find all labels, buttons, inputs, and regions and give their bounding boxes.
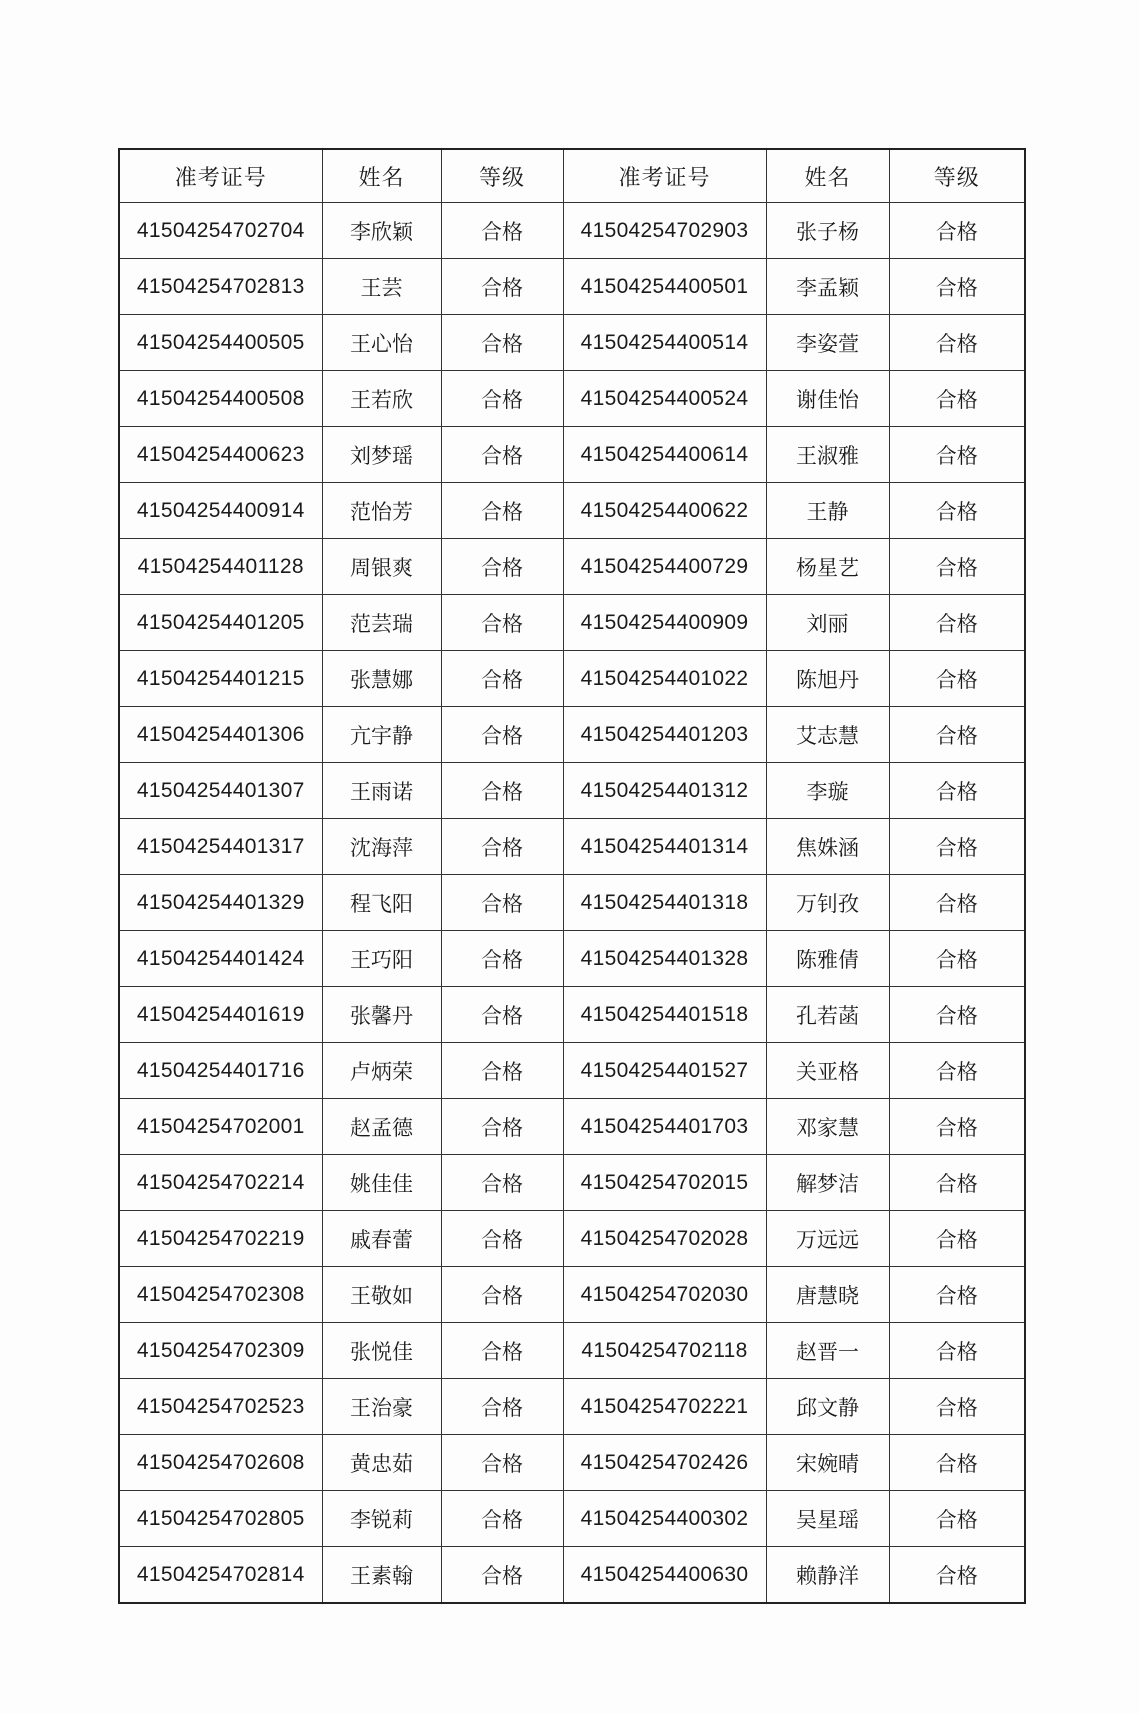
cell-exam-id-right: 41504254401312 [563, 763, 766, 819]
cell-grade-right: 合格 [889, 1099, 1025, 1155]
cell-grade-left: 合格 [441, 1435, 563, 1491]
table-body [119, 203, 1025, 1604]
cell-name-left: 王治豪 [322, 1379, 441, 1435]
cell-exam-id-right: 41504254702903 [563, 203, 766, 259]
cell-grade-right: 合格 [889, 819, 1025, 875]
cell-exam-id-right: 41504254702030 [563, 1267, 766, 1323]
cell-grade-left: 合格 [441, 1155, 563, 1211]
cell-exam-id-right: 41504254401314 [563, 819, 766, 875]
table-row [119, 315, 1025, 371]
cell-grade-right: 合格 [889, 595, 1025, 651]
table-row [119, 259, 1025, 315]
cell-grade-left: 合格 [441, 651, 563, 707]
cell-name-left: 王雨诺 [322, 763, 441, 819]
cell-grade-left: 合格 [441, 315, 563, 371]
table-row [119, 1323, 1025, 1379]
cell-grade-right: 合格 [889, 203, 1025, 259]
cell-exam-id-right: 41504254702426 [563, 1435, 766, 1491]
cell-grade-left: 合格 [441, 875, 563, 931]
cell-name-left: 王芸 [322, 259, 441, 315]
cell-grade-right: 合格 [889, 1211, 1025, 1267]
cell-exam-id-left: 41504254400508 [119, 371, 322, 427]
table-row [119, 595, 1025, 651]
cell-exam-id-right: 41504254400622 [563, 483, 766, 539]
cell-grade-left: 合格 [441, 707, 563, 763]
cell-name-right: 赖静洋 [766, 1547, 889, 1604]
cell-grade-right: 合格 [889, 1043, 1025, 1099]
cell-grade-right: 合格 [889, 483, 1025, 539]
cell-name-left: 赵孟德 [322, 1099, 441, 1155]
cell-exam-id-right: 41504254702221 [563, 1379, 766, 1435]
table-row [119, 1099, 1025, 1155]
cell-grade-left: 合格 [441, 1211, 563, 1267]
table-row [119, 651, 1025, 707]
cell-exam-id-left: 41504254702523 [119, 1379, 322, 1435]
cell-name-left: 卢炳荣 [322, 1043, 441, 1099]
cell-name-left: 程飞阳 [322, 875, 441, 931]
cell-exam-id-left: 41504254702704 [119, 203, 322, 259]
table-row [119, 483, 1025, 539]
cell-grade-right: 合格 [889, 1435, 1025, 1491]
cell-exam-id-right: 41504254702015 [563, 1155, 766, 1211]
cell-exam-id-right: 41504254400630 [563, 1547, 766, 1604]
cell-exam-id-left: 41504254401619 [119, 987, 322, 1043]
cell-name-left: 王若欣 [322, 371, 441, 427]
header-name-right: 姓名 [766, 149, 889, 203]
cell-name-right: 王淑雅 [766, 427, 889, 483]
cell-name-right: 唐慧晓 [766, 1267, 889, 1323]
cell-grade-right: 合格 [889, 1379, 1025, 1435]
header-exam-id-left: 准考证号 [119, 149, 322, 203]
cell-name-left: 沈海萍 [322, 819, 441, 875]
cell-exam-id-left: 41504254702805 [119, 1491, 322, 1547]
cell-grade-right: 合格 [889, 1547, 1025, 1604]
cell-exam-id-left: 41504254702308 [119, 1267, 322, 1323]
cell-name-right: 赵晋一 [766, 1323, 889, 1379]
table-row [119, 1435, 1025, 1491]
cell-name-left: 王素翰 [322, 1547, 441, 1604]
cell-grade-left: 合格 [441, 819, 563, 875]
cell-exam-id-right: 41504254401703 [563, 1099, 766, 1155]
cell-grade-left: 合格 [441, 1379, 563, 1435]
cell-name-right: 李姿萱 [766, 315, 889, 371]
cell-name-left: 范怡芳 [322, 483, 441, 539]
table-row [119, 427, 1025, 483]
cell-grade-left: 合格 [441, 1267, 563, 1323]
cell-name-left: 黄忠茹 [322, 1435, 441, 1491]
cell-exam-id-left: 41504254400914 [119, 483, 322, 539]
cell-grade-right: 合格 [889, 539, 1025, 595]
cell-exam-id-left: 41504254401716 [119, 1043, 322, 1099]
cell-name-right: 陈旭丹 [766, 651, 889, 707]
cell-grade-left: 合格 [441, 1491, 563, 1547]
cell-exam-id-right: 41504254400909 [563, 595, 766, 651]
cell-name-right: 王静 [766, 483, 889, 539]
cell-name-right: 万远远 [766, 1211, 889, 1267]
cell-grade-right: 合格 [889, 763, 1025, 819]
cell-exam-id-left: 41504254401215 [119, 651, 322, 707]
cell-name-right: 宋婉晴 [766, 1435, 889, 1491]
cell-grade-right: 合格 [889, 427, 1025, 483]
cell-name-left: 周银爽 [322, 539, 441, 595]
cell-exam-id-left: 41504254401307 [119, 763, 322, 819]
header-grade-right: 等级 [889, 149, 1025, 203]
table-row [119, 763, 1025, 819]
cell-name-left: 亢宇静 [322, 707, 441, 763]
cell-grade-left: 合格 [441, 1323, 563, 1379]
table-row [119, 875, 1025, 931]
header-row [119, 149, 1025, 203]
cell-exam-id-right: 41504254400614 [563, 427, 766, 483]
table-row [119, 1379, 1025, 1435]
table-row [119, 539, 1025, 595]
cell-exam-id-left: 41504254401424 [119, 931, 322, 987]
cell-grade-right: 合格 [889, 1323, 1025, 1379]
cell-exam-id-left: 41504254702309 [119, 1323, 322, 1379]
cell-name-right: 孔若菡 [766, 987, 889, 1043]
cell-exam-id-left: 41504254702814 [119, 1547, 322, 1604]
cell-name-left: 张悦佳 [322, 1323, 441, 1379]
cell-exam-id-right: 41504254400514 [563, 315, 766, 371]
cell-name-right: 李孟颖 [766, 259, 889, 315]
table-row [119, 819, 1025, 875]
cell-name-right: 李璇 [766, 763, 889, 819]
cell-name-left: 王敬如 [322, 1267, 441, 1323]
cell-exam-id-right: 41504254401518 [563, 987, 766, 1043]
table-row [119, 931, 1025, 987]
cell-grade-left: 合格 [441, 987, 563, 1043]
cell-exam-id-left: 41504254401205 [119, 595, 322, 651]
cell-name-left: 张慧娜 [322, 651, 441, 707]
cell-name-left: 戚春蕾 [322, 1211, 441, 1267]
cell-name-left: 范芸瑞 [322, 595, 441, 651]
cell-exam-id-left: 41504254702813 [119, 259, 322, 315]
cell-name-right: 谢佳怡 [766, 371, 889, 427]
cell-name-left: 姚佳佳 [322, 1155, 441, 1211]
cell-grade-left: 合格 [441, 371, 563, 427]
table-row [119, 707, 1025, 763]
cell-name-right: 陈雅倩 [766, 931, 889, 987]
cell-name-right: 张子杨 [766, 203, 889, 259]
cell-exam-id-left: 41504254401128 [119, 539, 322, 595]
cell-grade-right: 合格 [889, 1155, 1025, 1211]
cell-exam-id-right: 41504254400524 [563, 371, 766, 427]
header-grade-left: 等级 [441, 149, 563, 203]
cell-grade-left: 合格 [441, 1547, 563, 1604]
cell-exam-id-left: 41504254702001 [119, 1099, 322, 1155]
cell-exam-id-left: 41504254401329 [119, 875, 322, 931]
table-row [119, 1547, 1025, 1604]
cell-exam-id-right: 41504254702118 [563, 1323, 766, 1379]
cell-name-right: 邱文静 [766, 1379, 889, 1435]
cell-name-right: 艾志慧 [766, 707, 889, 763]
cell-exam-id-right: 41504254400501 [563, 259, 766, 315]
cell-grade-right: 合格 [889, 707, 1025, 763]
cell-name-left: 张馨丹 [322, 987, 441, 1043]
table-row [119, 1043, 1025, 1099]
table-row [119, 1211, 1025, 1267]
cell-name-right: 杨星艺 [766, 539, 889, 595]
cell-grade-right: 合格 [889, 259, 1025, 315]
cell-exam-id-left: 41504254401317 [119, 819, 322, 875]
cell-exam-id-right: 41504254400729 [563, 539, 766, 595]
table-row [119, 1155, 1025, 1211]
cell-name-left: 李欣颖 [322, 203, 441, 259]
table-row [119, 203, 1025, 259]
header-exam-id-right: 准考证号 [563, 149, 766, 203]
cell-exam-id-right: 41504254400302 [563, 1491, 766, 1547]
cell-name-left: 王巧阳 [322, 931, 441, 987]
cell-exam-id-left: 41504254400505 [119, 315, 322, 371]
cell-exam-id-right: 41504254401318 [563, 875, 766, 931]
cell-exam-id-right: 41504254401328 [563, 931, 766, 987]
cell-exam-id-right: 41504254702028 [563, 1211, 766, 1267]
exam-results-table [118, 148, 1026, 1604]
cell-exam-id-right: 41504254401022 [563, 651, 766, 707]
header-name-left: 姓名 [322, 149, 441, 203]
cell-grade-right: 合格 [889, 987, 1025, 1043]
cell-grade-right: 合格 [889, 651, 1025, 707]
cell-name-left: 李锐莉 [322, 1491, 441, 1547]
cell-grade-left: 合格 [441, 1099, 563, 1155]
cell-grade-right: 合格 [889, 315, 1025, 371]
cell-grade-left: 合格 [441, 483, 563, 539]
cell-name-right: 关亚格 [766, 1043, 889, 1099]
cell-name-left: 刘梦瑶 [322, 427, 441, 483]
cell-grade-left: 合格 [441, 763, 563, 819]
cell-exam-id-right: 41504254401527 [563, 1043, 766, 1099]
cell-grade-right: 合格 [889, 1267, 1025, 1323]
cell-grade-right: 合格 [889, 875, 1025, 931]
cell-exam-id-left: 41504254400623 [119, 427, 322, 483]
cell-name-right: 邓家慧 [766, 1099, 889, 1155]
cell-exam-id-left: 41504254702219 [119, 1211, 322, 1267]
cell-name-right: 刘丽 [766, 595, 889, 651]
cell-name-right: 万钊孜 [766, 875, 889, 931]
cell-name-right: 吴星瑶 [766, 1491, 889, 1547]
cell-name-right: 焦姝涵 [766, 819, 889, 875]
cell-exam-id-left: 41504254702214 [119, 1155, 322, 1211]
cell-grade-left: 合格 [441, 427, 563, 483]
cell-grade-left: 合格 [441, 259, 563, 315]
cell-grade-left: 合格 [441, 539, 563, 595]
cell-exam-id-left: 41504254702608 [119, 1435, 322, 1491]
table-row [119, 371, 1025, 427]
table-row [119, 1491, 1025, 1547]
table-row [119, 1267, 1025, 1323]
cell-grade-left: 合格 [441, 931, 563, 987]
cell-grade-right: 合格 [889, 1491, 1025, 1547]
cell-grade-left: 合格 [441, 203, 563, 259]
cell-name-left: 王心怡 [322, 315, 441, 371]
table-row [119, 987, 1025, 1043]
cell-name-right: 解梦洁 [766, 1155, 889, 1211]
table-header [119, 149, 1025, 203]
cell-exam-id-right: 41504254401203 [563, 707, 766, 763]
cell-grade-right: 合格 [889, 371, 1025, 427]
cell-grade-left: 合格 [441, 595, 563, 651]
cell-exam-id-left: 41504254401306 [119, 707, 322, 763]
cell-grade-left: 合格 [441, 1043, 563, 1099]
cell-grade-right: 合格 [889, 931, 1025, 987]
